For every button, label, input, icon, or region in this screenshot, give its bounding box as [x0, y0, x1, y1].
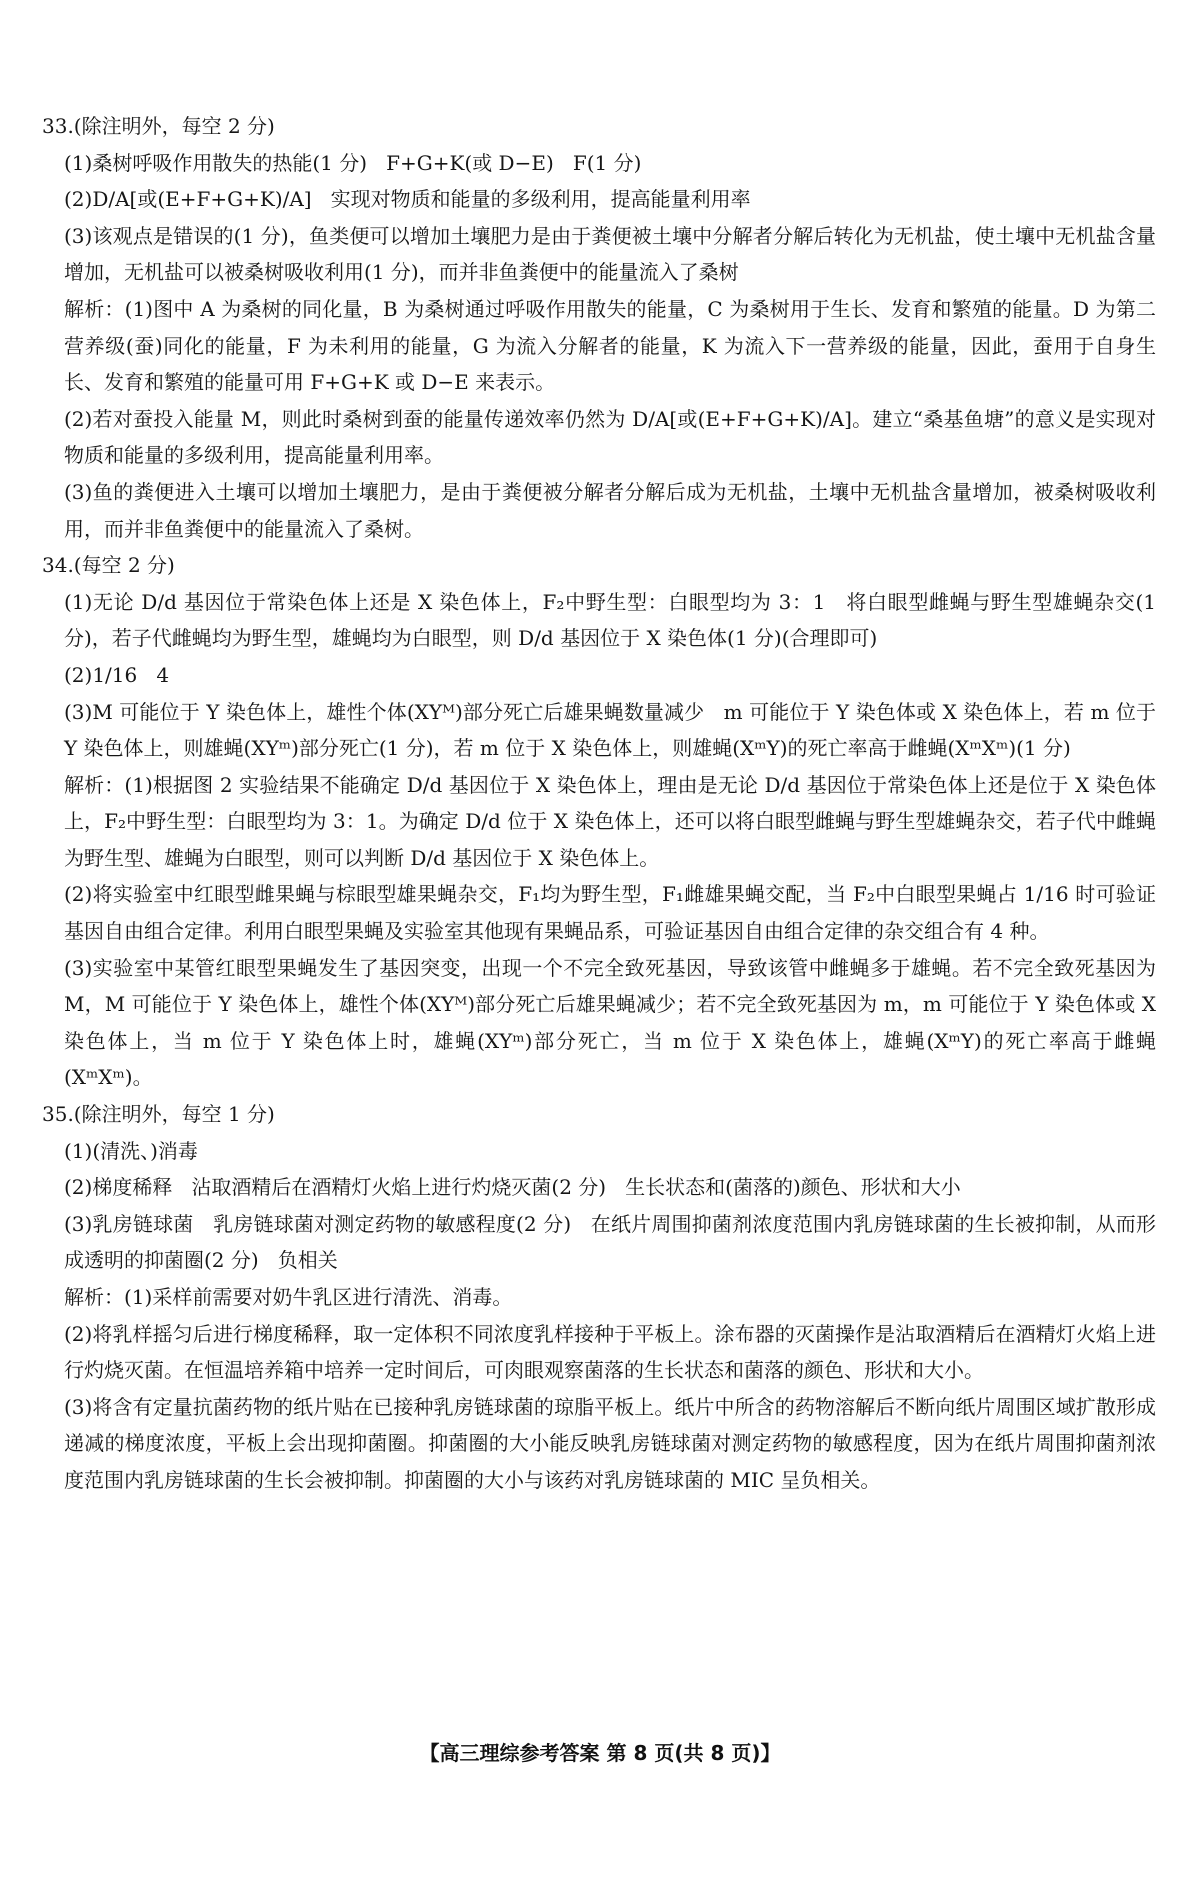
q35-answer-3: (3)乳房链球菌 乳房链球菌对测定药物的敏感程度(2 分) 在纸片周围抑菌剂浓度范围内乳房链球菌的生长被抑制，从而形成透明的抑菌圈(2 分) 负相关: [64, 1211, 1156, 1273]
q34-answer-2: (2)1/16 4: [64, 662, 170, 687]
question-34: [42, 547, 1163, 1096]
q33-explanation-2: (2)若对蚕投入能量 M，则此时桑树到蚕的能量传递效率仍然为 D/A[或(E+F+G+K)/A]。建立“桑基鱼塘”的意义是实现对物质和能量的多级利用，提高能量利用率。: [64, 406, 1156, 468]
page-footer: 【高三理综参考答案 第 8 页(共 8 页)】: [419, 1741, 781, 1765]
q33-answer-3: (3)该观点是错误的(1 分)，鱼类便可以增加土壤肥力是由于粪便被土壤中分解者分解后转化为无机盐，使土壤中无机盐含量增加，无机盐可以被桑树吸收利用(1 分)，而并非鱼粪便中的能量流入了桑树: [64, 223, 1156, 285]
q34-explanation-1: 解析：(1)根据图 2 实验结果不能确定 D/d 基因位于 X 染色体上，理由是无论 D/d 基因位于常染色体上还是位于 X 染色体上，F₂中野生型：白眼型均为 3：1。为确定 D/d 位于 X 染色体上，还可以将白眼型雌蝇与野生型雄蝇杂交，若子代中雌蝇为野生型、雄蝇为白眼型，则可以判断 D/d 基因位于 X 染色体上。: [64, 772, 1156, 870]
q33-answer-1: (1)桑树呼吸作用散失的热能(1 分) F+G+K(或 D−E) F(1 分): [64, 150, 642, 175]
q35-answer-2: (2)梯度稀释 沾取酒精后在酒精灯火焰上进行灼烧灭菌(2 分) 生长状态和(菌落的)颜色、形状和大小: [64, 1175, 961, 1200]
q34-answer-3: (3)M 可能位于 Y 染色体上，雄性个体(XYᴹ)部分死亡后雄果蝇数量减少 m 可能位于 Y 染色体或 X 染色体上，若 m 位于 Y 染色体上，则雄蝇(XYᵐ)部分死亡(1 分)，若 m 位于 X 染色体上，则雄蝇(XᵐY)的死亡率高于雌蝇(XᵐXᵐ)(1 分): [64, 699, 1163, 761]
q33-explanation-1: 解析：(1)图中 A 为桑树的同化量，B 为桑树通过呼吸作用散失的能量，C 为桑树用于生长、发育和繁殖的能量。D 为第二营养级(蚕)同化的能量，F 为未利用的能量，G 为流入分解者的能量，K 为流入下一营养级的能量，因此，蚕用于自身生长、发育和繁殖的能量可用 F+G+K 或 D−E 来表示。: [64, 296, 1156, 395]
q33-answer-2: (2)D/A[或(E+F+G+K)/A] 实现对物质和能量的多级利用，提高能量利用率: [64, 187, 751, 212]
question-33: [42, 108, 1156, 547]
q34-explanation-3: (3)实验室中某管红眼型果蝇发生了基因突变，出现一个不完全致死基因，导致该管中雌蝇多于雄蝇。若不完全致死基因为 M，M 可能位于 Y 染色体上，雄性个体(XYᴹ)部分死亡后雄果蝇减少；若不完全致死基因为 m，m 可能位于 Y 染色体或 X 染色体上，当 m 位于 Y 染色体上时，雄蝇(XYᵐ)部分死亡，当 m 位于 X 染色体上，雄蝇(XᵐY)的死亡率高于雌蝇(XᵐXᵐ)。: [64, 955, 1163, 1090]
q34-explanation-2: (2)将实验室中红眼型雌果蝇与棕眼型雄果蝇杂交，F₁均为野生型，F₁雌雄果蝇交配，当 F₂中白眼型果蝇占 1/16 时可验证基因自由组合定律。利用白眼型果蝇及实验室其他现有果蝇品系，可验证基因自由组合定律的杂交组合有 4 种。: [64, 882, 1156, 944]
q33-explanation-3: (3)鱼的粪便进入土壤可以增加土壤肥力，是由于粪便被分解者分解后成为无机盐，土壤中无机盐含量增加，被桑树吸收利用，而并非鱼粪便中的能量流入了桑树。: [64, 479, 1156, 541]
q35-explanation-1: 解析：(1)采样前需要对奶牛乳区进行清洗、消毒。: [64, 1285, 513, 1309]
q35-answer-1: (1)(清洗、)消毒: [64, 1138, 198, 1163]
q35-explanation-2: (2)将乳样摇匀后进行梯度稀释，取一定体积不同浓度乳样接种于平板上。涂布器的灭菌操作是沾取酒精后在酒精灯火焰上进行灼烧灭菌。在恒温培养箱中培养一定时间后，可肉眼观察菌落的生长状态和菌落的颜色、形状和大小。: [64, 1321, 1156, 1383]
q35-header: 35.(除注明外，每空 1 分): [42, 1102, 275, 1127]
q33-header: 33.(除注明外，每空 2 分): [42, 114, 275, 138]
q34-header: 34.(每空 2 分): [42, 553, 175, 578]
question-35: [42, 1096, 1156, 1499]
q34-answer-1: (1)无论 D/d 基因位于常染色体上还是 X 染色体上，F₂中野生型：白眼型均为 3：1 将白眼型雌蝇与野生型雄蝇杂交(1 分)，若子代雌蝇均为野生型，雄蝇均为白眼型，则 D/d 基因位于 X 染色体(1 分)(合理即可): [64, 589, 1163, 651]
q35-explanation-3: (3)将含有定量抗菌药物的纸片贴在已接种乳房链球菌的琼脂平板上。纸片中所含的药物溶解后不断向纸片周围区域扩散形成递减的梯度浓度，平板上会出现抑菌圈。抑菌圈的大小能反映乳房链球菌对测定药物的敏感程度，因为在纸片周围抑菌剂浓度范围内乳房链球菌的生长会被抑制。抑菌圈的大小与该药对乳房链球菌的 MIC 呈负相关。: [64, 1394, 1156, 1492]
